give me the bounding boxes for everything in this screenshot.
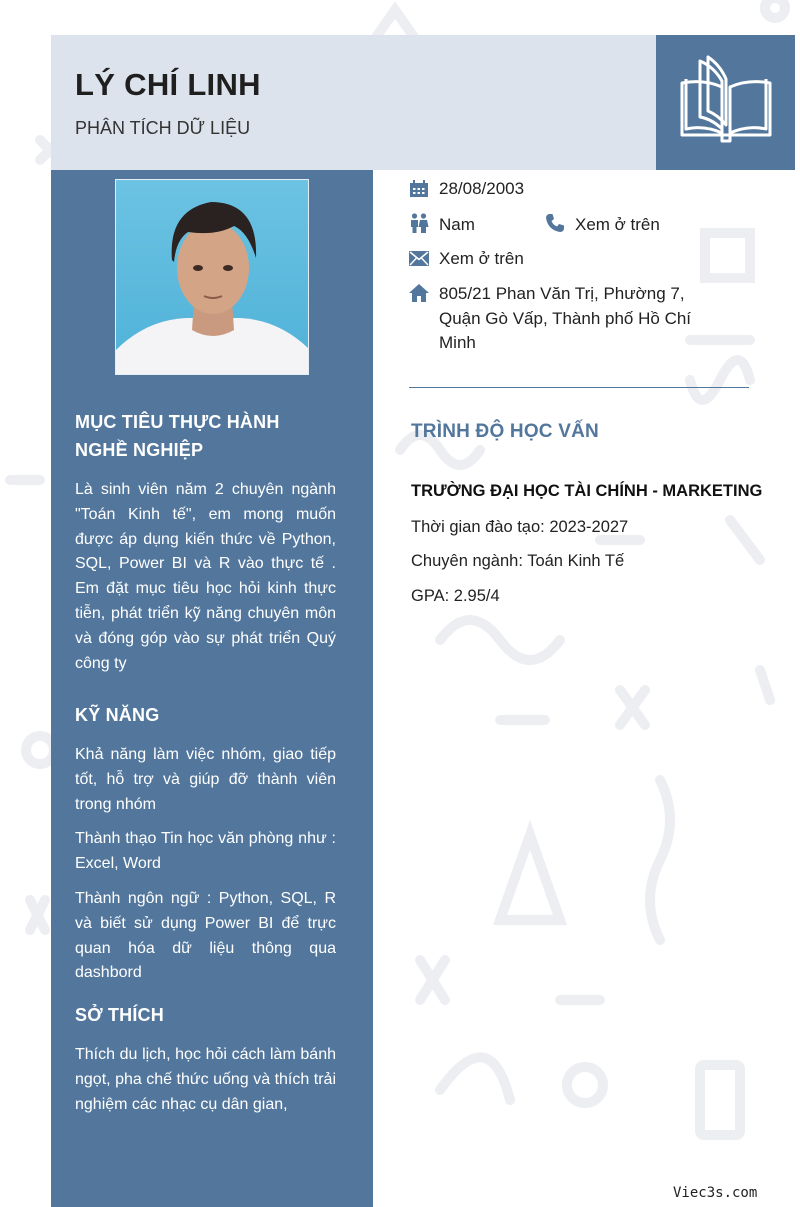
- address: 805/21 Phan Văn Trị, Phường 7, Quận Gò Vấp, Thành phố Hồ Chí Minh: [439, 284, 692, 352]
- section-divider: [409, 387, 749, 388]
- watermark: Viec3s.com: [673, 1185, 758, 1201]
- hobbies-text: Thích du lịch, học hỏi cách làm bánh ngọt, pha chế thức uống và thích trải nghiệm các nhạc cụ dân gian,: [75, 1046, 336, 1113]
- open-book-icon: [678, 53, 774, 145]
- objective-section: [75, 408, 336, 686]
- objective-text: Là sinh viên năm 2 chuyên ngành "Toán Kinh tế", em mong muốn được áp dụng kiến thức về Python, SQL, Power BI và R vào thực tế . Em đặt mục tiêu học hỏi kinh thực tiễn, phát triển kỹ năng chuyên môn và đóng góp vào sự phát triển Quý công ty: [75, 481, 336, 672]
- skills-section: [75, 701, 336, 996]
- phone-icon: [545, 213, 565, 233]
- avatar: [116, 180, 309, 375]
- email: Xem ở trên: [439, 249, 524, 268]
- skill-item: Thành ngôn ngữ : Python, SQL, R và biết sử dụng Power BI để trực quan hóa dữ liệu thông qua dashbord: [75, 889, 336, 982]
- calendar-icon: [409, 180, 429, 198]
- profile-photo: [115, 179, 309, 375]
- job-title: PHÂN TÍCH DỮ LIỆU: [75, 118, 251, 138]
- study-period: Thời gian đào tạo: 2023-2027: [411, 518, 629, 536]
- candidate-name: LÝ CHÍ LINH: [75, 67, 261, 102]
- skill-item: Thành thạo Tin học văn phòng như : Excel, Word: [75, 830, 336, 873]
- hobbies-section: [75, 1001, 336, 1127]
- school-name: TRƯỜNG ĐẠI HỌC TÀI CHÍNH - MARKETING: [411, 482, 763, 500]
- home-icon: [409, 284, 429, 302]
- major: Chuyên ngành: Toán Kinh Tế: [411, 552, 625, 570]
- birthdate: 28/08/2003: [439, 179, 525, 198]
- skill-item: Khả năng làm việc nhóm, giao tiếp tốt, hỗ trợ và giúp đỡ thành viên trong nhóm: [75, 746, 336, 813]
- people-icon: [409, 213, 429, 233]
- logo-box: [656, 35, 795, 170]
- gender: Nam: [439, 215, 475, 234]
- gpa: GPA: 2.95/4: [411, 587, 500, 605]
- envelope-icon: [409, 251, 429, 266]
- header-banner: [51, 35, 656, 170]
- objective-title: MỤC TIÊU THỰC HÀNH NGHỀ NGHIỆP: [75, 412, 280, 460]
- education-title: TRÌNH ĐỘ HỌC VẤN: [411, 421, 599, 442]
- sidebar: [51, 170, 373, 1207]
- education-section: [411, 421, 771, 605]
- skills-title: KỸ NĂNG: [75, 705, 160, 725]
- phone: Xem ở trên: [575, 215, 660, 234]
- hobbies-title: SỞ THÍCH: [75, 1005, 164, 1025]
